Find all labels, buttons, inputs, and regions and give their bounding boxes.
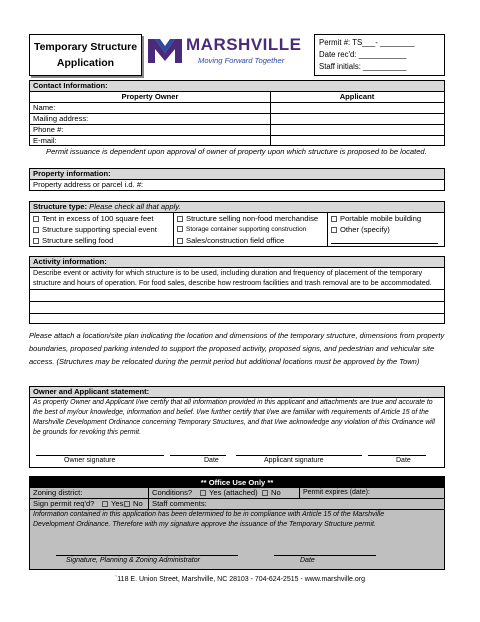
contact-row-phone[interactable] [30, 125, 444, 136]
option-storage-container[interactable] [177, 224, 331, 235]
name-label: Name: [33, 103, 56, 112]
option-non-food[interactable] [177, 213, 331, 224]
office-divider-2 [299, 488, 300, 498]
sign-permit-no[interactable] [124, 499, 143, 509]
staff-comments-label[interactable]: Staff comments: [152, 499, 207, 508]
option-tent[interactable] [33, 213, 176, 224]
structure-heading-label: Structure type: [33, 202, 88, 211]
contact-heading: Contact Information: [30, 81, 444, 92]
mailing-address-label: Mailing address: [33, 114, 89, 123]
storage-container-checkbox[interactable] [177, 226, 183, 232]
option-field-office[interactable] [177, 235, 331, 246]
phone-label: Phone #: [33, 125, 64, 134]
activity-line-3[interactable] [30, 313, 444, 314]
col-property-owner: Property Owner [121, 92, 179, 101]
option-other[interactable] [331, 224, 444, 235]
sign-permit-label: Sign permit req'd? [33, 499, 95, 508]
structure-heading-note: Please check all that apply. [89, 202, 181, 211]
contact-section [29, 80, 445, 146]
activity-line-1[interactable] [30, 289, 444, 290]
office-use-heading: ** Office Use Only ** [30, 477, 444, 488]
statement-heading: Owner and Applicant statement: [30, 387, 444, 398]
special-event-checkbox[interactable] [33, 227, 39, 233]
applicant-signature-line[interactable] [236, 455, 362, 456]
conditions-no-label: No [271, 488, 281, 497]
property-address-row[interactable] [30, 180, 444, 191]
office-row-2 [30, 499, 444, 510]
title-box [29, 34, 142, 76]
owner-signature-caption: Owner signature [64, 457, 116, 464]
option-special-event[interactable] [33, 224, 176, 235]
conditions-label: Conditions? [152, 488, 193, 497]
contact-row-email[interactable] [30, 136, 444, 147]
conditions-yes-checkbox[interactable] [200, 490, 206, 496]
marshville-logo [148, 33, 308, 73]
portable-building-label: Portable mobile building [340, 214, 422, 223]
option-portable-building[interactable] [331, 213, 444, 224]
statement-text: As property Owner and Applicant I/we certify that all information provided in this applicant and attachments are true and accurate to the best of my/our knowledge, information and belief. I/we further certify that I/we are familiar with requirements of Article 15 of the Marshville Development Ordinance concerning Temporary Structures, and that I/we acknowledge any violation of this Ordinance will be grounds for revoking this permit. [33, 399, 435, 436]
email-label: E-mail: [33, 136, 57, 145]
office-row-1 [30, 488, 444, 499]
contact-row-name[interactable] [30, 103, 444, 114]
office-divider-3 [148, 499, 149, 509]
structure-heading [30, 202, 444, 213]
admin-signature-caption: Signature, Planning & Zoning Administrator [66, 557, 200, 564]
activity-heading: Activity information: [30, 257, 444, 268]
footer-address: `118 E. Union Street, Marshville, NC 28103 - 704-624-2515 - www.marshville.org [114, 576, 366, 583]
office-divider-1 [148, 488, 149, 498]
permit-number[interactable]: Permit #: TS___- ________ [319, 38, 415, 47]
conditions-no[interactable] [262, 488, 281, 498]
permit-info-box [314, 34, 445, 76]
admin-date-caption: Date [300, 557, 315, 564]
structure-col-1 [30, 213, 176, 246]
applicant-signature-caption: Applicant signature [264, 457, 324, 464]
owner-date-caption: Date [204, 457, 219, 464]
sign-permit-yes-checkbox[interactable] [102, 501, 108, 507]
office-use-section [29, 476, 445, 570]
structure-col-3 [327, 213, 444, 246]
logo-tagline: Moving Forward Together [198, 56, 285, 65]
option-selling-food[interactable] [33, 235, 176, 246]
date-received[interactable]: Date rec'd: ___________ [319, 50, 407, 59]
site-plan-note: Please attach a location/site plan indicating the location and dimensions of the temporary structure, dimensions from property boundaries, proposed parking intended to support the proposed activity, proposed signs, and pedestrian and vehicular site access. (Structures may be relocated during the permit period but additional locations must be approved by the Town) [29, 331, 445, 366]
conditions-no-checkbox[interactable] [262, 490, 268, 496]
sign-permit-no-label: No [133, 499, 143, 508]
permit-expires-label[interactable]: Permit expires (date): [303, 489, 370, 496]
owner-date-line[interactable] [170, 455, 226, 456]
special-event-label: Structure supporting special event [42, 225, 157, 234]
applicant-date-caption: Date [396, 457, 411, 464]
owner-approval-note: Permit issuance is dependent upon approval of owner of property upon which structure is proposed to be located. [46, 147, 427, 156]
owner-signature-line[interactable] [36, 455, 164, 456]
property-address-label: Property address or parcel i.d. #: [33, 180, 144, 189]
property-section [29, 168, 445, 191]
form-title-line1: Temporary Structure [33, 41, 138, 53]
portable-building-checkbox[interactable] [331, 216, 337, 222]
structure-col-2 [173, 213, 331, 246]
statement-section [29, 386, 445, 468]
applicant-date-line[interactable] [368, 455, 426, 456]
non-food-checkbox[interactable] [177, 216, 183, 222]
form-title-line2: Application [56, 57, 115, 69]
approval-text: Information contained in this application has been determined to be in compliance with Article 15 of the Marshville Development Ordinance. Therefore with my signature approve the issuance of the Temporary Structure permit. [33, 511, 385, 528]
sign-permit-yes-label: Yes [111, 499, 124, 508]
structure-section [29, 201, 445, 247]
staff-initials[interactable]: Staff initials: __________ [319, 62, 407, 71]
tent-checkbox[interactable] [33, 216, 39, 222]
logo-m-mark-icon [148, 37, 182, 65]
storage-container-label: Storage container supporting construction [186, 226, 307, 233]
activity-section [29, 256, 445, 324]
contact-column-divider [270, 92, 271, 145]
other-label: Other (specify) [340, 225, 390, 234]
conditions-yes[interactable] [200, 488, 258, 498]
other-specify-line[interactable] [331, 243, 438, 244]
contact-row-mailing[interactable] [30, 114, 444, 125]
logo-text: MARSHVILLE [186, 35, 302, 54]
tent-label: Tent in excess of 100 square feet [42, 214, 154, 223]
selling-food-label: Structure selling food [42, 236, 114, 245]
activity-line-2[interactable] [30, 301, 444, 302]
conditions-yes-label: Yes (attached) [209, 488, 258, 497]
contact-column-headers [30, 92, 444, 103]
sign-permit-no-checkbox[interactable] [124, 501, 130, 507]
non-food-label: Structure selling non-food merchandise [186, 214, 319, 223]
sign-permit-yes[interactable] [102, 499, 123, 509]
field-office-checkbox[interactable] [177, 238, 183, 244]
activity-instructions: Describe event or activity for which structure is to be used, including duration and frequency of placement of the temporary structure and hours of operation. For food sales, describe how restroom facilities and trash removal are to be accommodated. [33, 268, 432, 287]
col-applicant: Applicant [339, 92, 375, 101]
selling-food-checkbox[interactable] [33, 238, 39, 244]
property-heading: Property information: [30, 169, 444, 180]
admin-signature-line[interactable] [56, 555, 238, 556]
admin-date-line[interactable] [274, 555, 376, 556]
other-checkbox[interactable] [331, 227, 337, 233]
field-office-label: Sales/construction field office [186, 236, 285, 245]
zoning-district-label[interactable]: Zoning district: [33, 488, 83, 497]
